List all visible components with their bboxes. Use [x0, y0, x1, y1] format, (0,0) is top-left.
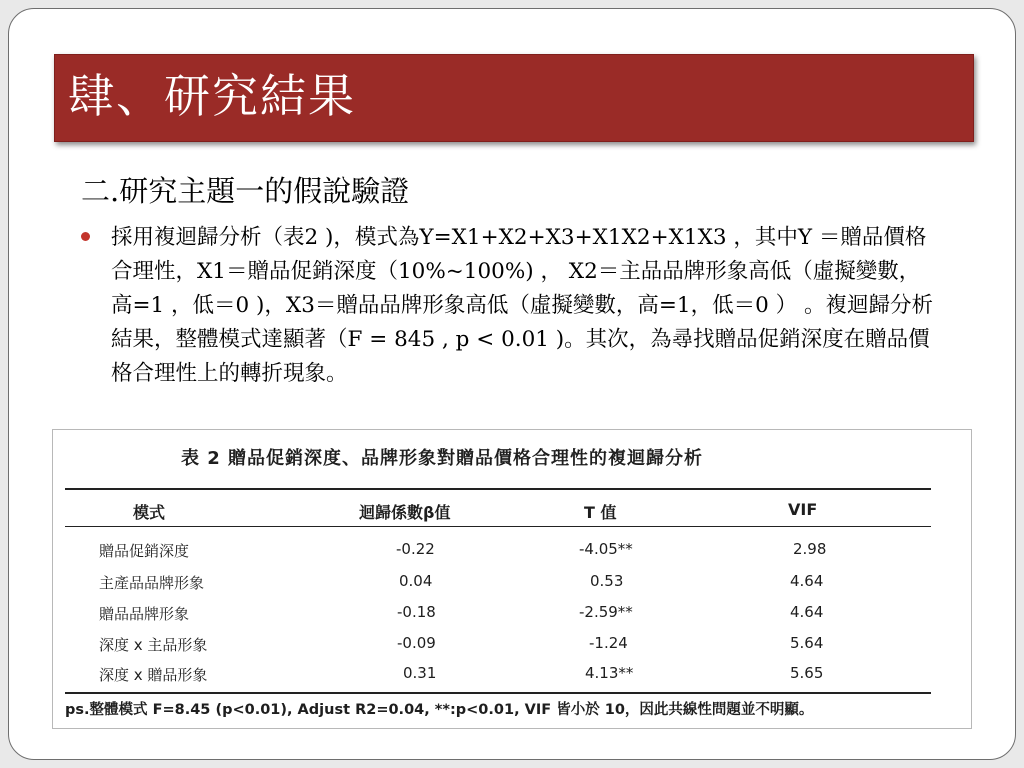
table-cell: 深度 x 主品形象	[99, 636, 208, 654]
slide	[8, 8, 1016, 760]
table-bottom-rule	[65, 692, 931, 694]
table-header-rule	[65, 526, 931, 527]
table-cell: 0.04	[399, 572, 433, 590]
table-caption: 表 2 贈品促銷深度、品牌形象對贈品價格合理性的複迴歸分析	[181, 448, 704, 469]
table-header-model: 模式	[133, 503, 166, 522]
table-cell: 4.13**	[585, 664, 634, 682]
table-cell: 贈品促銷深度	[99, 542, 190, 560]
title-bar	[54, 54, 974, 142]
table-cell: 5.64	[790, 634, 824, 652]
bullet-dot-icon	[81, 232, 90, 241]
table-cell: -1.24	[589, 634, 628, 652]
slide-title: 肆、研究結果	[68, 69, 356, 123]
table-cell: -0.09	[397, 634, 436, 652]
bullet-item	[81, 221, 941, 391]
table-cell: 0.31	[403, 664, 437, 682]
bullet-text: 採用複迴歸分析（表2 )，模式為Y=X1+X2+X3+X1X2+X1X3 ，其中Y ＝贈品價格合理性，X1＝贈品促銷深度（10%~100%) ， X2＝主品品牌形象高低（虛擬變數，高=1 ，低＝0 )，X3＝贈品品牌形象高低（虛擬變數，高=1，低＝0 ） 。複迴歸分析結果，整體模式達顯著（F = 845 , p < 0.01 )。其次，為尋找贈品促銷深度在贈品價格合理性上的轉折現象。	[111, 225, 933, 386]
table-top-rule	[65, 488, 931, 490]
table-cell: 4.64	[790, 572, 824, 590]
table-cell: -0.18	[397, 603, 436, 621]
table-footnote: ps.整體模式 F=8.45 (p<0.01), Adjust R2=0.04, **:p<0.01, VIF 皆小於 10，因此共線性問題並不明顯。	[65, 702, 814, 718]
table-cell: 贈品品牌形象	[99, 605, 190, 623]
table-header-beta: 迴歸係數β值	[359, 503, 451, 522]
table-cell: -0.22	[396, 540, 435, 558]
table-header-vif: VIF	[788, 500, 818, 519]
table-cell: -4.05**	[579, 540, 633, 558]
table-cell: 5.65	[790, 664, 824, 682]
table-header-t: T 值	[584, 503, 617, 522]
regression-table	[52, 429, 972, 729]
section-subtitle: 二.研究主題一的假說驗證	[81, 174, 410, 208]
table-cell: 0.53	[590, 572, 624, 590]
table-cell: 2.98	[793, 540, 827, 558]
table-cell: 主產品品牌形象	[99, 574, 205, 592]
table-cell: 深度 x 贈品形象	[99, 666, 208, 684]
table-cell: 4.64	[790, 603, 824, 621]
table-cell: -2.59**	[579, 603, 633, 621]
